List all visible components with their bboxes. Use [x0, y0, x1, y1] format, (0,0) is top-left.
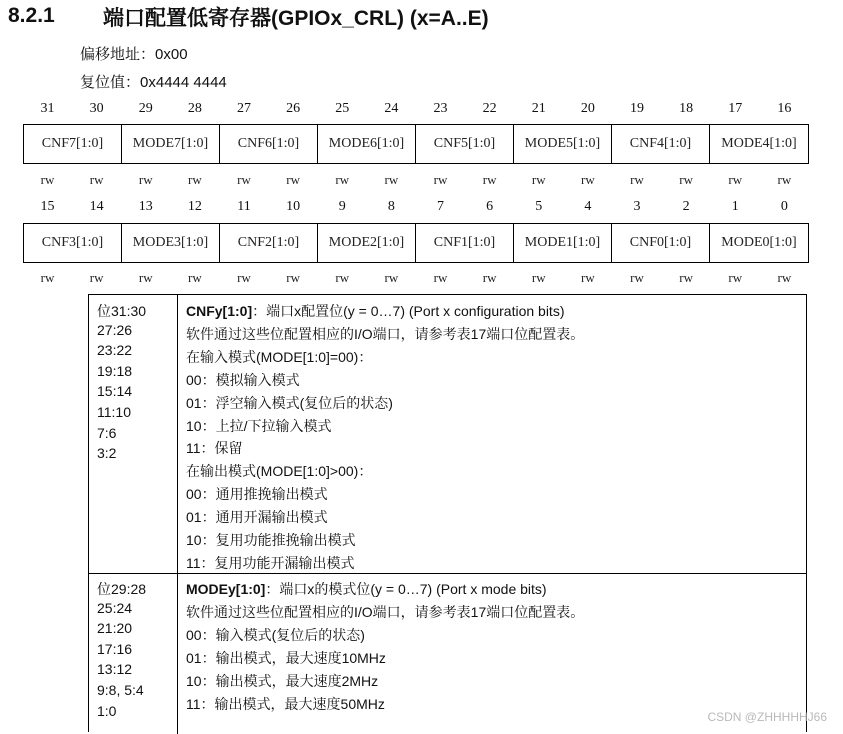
- bits-range: 17:16: [97, 640, 133, 657]
- bit-number: 6: [486, 199, 494, 214]
- register-field: MODE5[1:0]: [514, 125, 612, 163]
- description-line: 00：通用推挽输出模式: [186, 486, 328, 503]
- description-line: 11：保留: [186, 440, 243, 457]
- bits-range: 19:18: [97, 362, 133, 379]
- offset-address: [80, 43, 188, 64]
- bit-number: 26: [286, 101, 301, 116]
- bit-number: 27: [237, 101, 251, 116]
- access-rw: rw: [335, 270, 350, 285]
- bit-number: 30: [89, 101, 104, 116]
- register-field: CNF2[1:0]: [220, 224, 318, 262]
- access-rw: rw: [286, 172, 300, 187]
- cnf-name: CNFy[1:0]: [186, 303, 253, 319]
- mode-description-row: [89, 573, 806, 734]
- register-field: MODE3[1:0]: [122, 224, 220, 262]
- access-rw: rw: [531, 270, 546, 285]
- access-rw: rw: [384, 270, 399, 285]
- access-rw: rw: [138, 172, 153, 187]
- register-field: CNF6[1:0]: [220, 125, 318, 163]
- access-rw: rw: [777, 270, 792, 285]
- description-line: 11：输出模式，最大速度50MHz: [186, 695, 385, 712]
- bit-number: 3: [633, 199, 641, 214]
- mode-heading: [186, 579, 547, 599]
- description-line: 软件通过这些位配置相应的I/O端口，请参考表17端口位配置表。: [186, 325, 585, 342]
- reset-value-text: 0x4444 4444: [140, 74, 227, 91]
- watermark: CSDN @ZHHHHHJ66: [707, 710, 827, 724]
- register-field: CNF3[1:0]: [24, 224, 122, 262]
- register-field: CNF1[1:0]: [416, 224, 514, 262]
- access-rw: rw: [40, 270, 55, 285]
- access-rw: rw: [679, 172, 693, 187]
- bits-range: 9:8, 5:4: [97, 682, 144, 698]
- bit-number: 5: [535, 199, 543, 214]
- register-field: CNF4[1:0]: [612, 125, 710, 163]
- bit-number: 8: [387, 199, 395, 214]
- access-rw: rw: [237, 172, 251, 187]
- bit-number: 11: [237, 199, 251, 214]
- access-rw: rw: [482, 172, 497, 187]
- bit-number: 23: [433, 101, 448, 116]
- bit-number: 19: [630, 101, 644, 116]
- bit-number: 9: [338, 199, 346, 214]
- bits-range: 15:14: [97, 383, 133, 400]
- access-rw: rw: [630, 172, 644, 187]
- section-number: 8.2.1: [8, 4, 55, 27]
- access-rw: rw: [286, 270, 300, 285]
- bit-number: 7: [437, 199, 444, 214]
- bit-number: 13: [138, 199, 153, 214]
- mode-name-rest: ：端口x的模式位(y = 0…7) (Port x mode bits): [265, 581, 547, 597]
- bit-number: 29: [138, 101, 153, 116]
- register-field: MODE4[1:0]: [721, 136, 797, 151]
- register-field: MODE6[1:0]: [318, 125, 416, 163]
- bit-number: 12: [187, 199, 202, 214]
- register-field: MODE2[1:0]: [318, 224, 416, 262]
- access-rw: rw: [581, 172, 595, 187]
- access-rw: rw: [728, 270, 743, 285]
- register-field: CNF7[1:0]: [24, 125, 122, 163]
- bits-range: 3:2: [97, 445, 117, 462]
- bits-range: 27:26: [97, 321, 133, 338]
- description-line: 00：模拟输入模式: [186, 371, 300, 388]
- bits-range: 1:0: [97, 702, 117, 719]
- lower-field-row: [23, 223, 809, 263]
- access-rw: rw: [237, 270, 251, 285]
- bit-number: 31: [40, 101, 55, 116]
- description-line: 01：通用开漏输出模式: [186, 509, 328, 526]
- mode-bits-column: [89, 574, 178, 734]
- register-field: MODE0[1:0]: [721, 235, 797, 250]
- bit-number: 21: [531, 101, 546, 116]
- access-rw: rw: [679, 270, 693, 285]
- upper-access-row: [23, 172, 809, 188]
- register-field: CNF0[1:0]: [612, 224, 710, 262]
- bit-number: 16: [777, 101, 792, 116]
- description-line: 10：输出模式，最大速度2MHz: [186, 672, 379, 689]
- bit-number: 15: [40, 199, 55, 214]
- bit-number: 22: [482, 101, 497, 116]
- cnf-heading: [186, 301, 565, 321]
- access-rw: rw: [482, 270, 497, 285]
- cnf-name-rest: ：端口x配置位(y = 0…7) (Port x configuration bits): [252, 303, 565, 319]
- access-rw: rw: [188, 172, 202, 187]
- access-rw: rw: [89, 270, 104, 285]
- bits-range: 11:10: [97, 404, 131, 420]
- access-rw: rw: [531, 172, 546, 187]
- bits-range: 位31:30: [97, 303, 147, 319]
- upper-bit-numbers: [23, 101, 809, 119]
- register-field: MODE7[1:0]: [122, 125, 220, 163]
- access-rw: rw: [335, 172, 350, 187]
- cnf-bits-column: [89, 295, 178, 573]
- bit-number: 17: [728, 101, 743, 116]
- bit-number: 28: [187, 101, 202, 116]
- bit-number: 18: [679, 101, 694, 116]
- access-rw: rw: [433, 172, 448, 187]
- section-title: 端口配置低寄存器(GPIOx_CRL) (x=A..E): [103, 7, 489, 30]
- description-line: 01：输出模式，最大速度10MHz: [186, 649, 386, 666]
- reset-label: 复位值：: [80, 74, 141, 91]
- bit-number: 14: [89, 199, 104, 214]
- bits-range: 23:22: [97, 342, 133, 359]
- bit-number: 20: [580, 101, 595, 116]
- bits-range: 7:6: [97, 424, 117, 441]
- bit-number: 10: [286, 199, 301, 214]
- description-line: 10：上拉/下拉输入模式: [186, 417, 332, 434]
- reset-value: [80, 71, 227, 92]
- description-table: [88, 294, 807, 732]
- description-line: 00：输入模式(复位后的状态): [186, 626, 365, 643]
- bits-range: 21:20: [97, 620, 133, 637]
- description-line: 软件通过这些位配置相应的I/O端口，请参考表17端口位配置表。: [186, 603, 585, 620]
- bits-range: 13:12: [97, 661, 133, 678]
- description-line: 11：复用功能开漏输出模式: [186, 554, 355, 571]
- cnf-description-row: [89, 295, 806, 573]
- access-rw: rw: [138, 270, 153, 285]
- description-line: 在输入模式(MODE[1:0]=00)：: [186, 348, 373, 365]
- access-rw: rw: [384, 172, 399, 187]
- upper-field-row: [23, 124, 809, 164]
- description-line: 在输出模式(MODE[1:0]>00)：: [186, 463, 373, 480]
- register-field: CNF5[1:0]: [416, 125, 514, 163]
- description-line: 10：复用功能推挽输出模式: [186, 532, 356, 548]
- bit-number: 2: [682, 199, 690, 214]
- mode-name: MODEy[1:0]: [186, 581, 266, 597]
- access-rw: rw: [728, 172, 743, 187]
- access-rw: rw: [630, 270, 644, 285]
- bit-number: 1: [731, 199, 739, 214]
- bit-number: 0: [780, 199, 788, 214]
- bits-range: 25:24: [97, 599, 133, 616]
- description-line: 01：浮空输入模式(复位后的状态): [186, 394, 393, 411]
- bits-range: 位29:28: [97, 581, 147, 597]
- offset-label: 偏移地址：: [80, 46, 156, 63]
- bit-number: 4: [584, 199, 592, 214]
- access-rw: rw: [581, 270, 595, 285]
- access-rw: rw: [777, 172, 792, 187]
- access-rw: rw: [188, 270, 202, 285]
- access-rw: rw: [40, 172, 55, 187]
- register-field: MODE1[1:0]: [514, 224, 612, 262]
- lower-access-row: [23, 270, 809, 286]
- access-rw: rw: [89, 172, 104, 187]
- offset-value: 0x00: [155, 46, 188, 63]
- bit-number: 24: [384, 101, 399, 116]
- bit-number: 25: [335, 101, 350, 116]
- lower-bit-numbers: [23, 199, 809, 217]
- access-rw: rw: [433, 270, 448, 285]
